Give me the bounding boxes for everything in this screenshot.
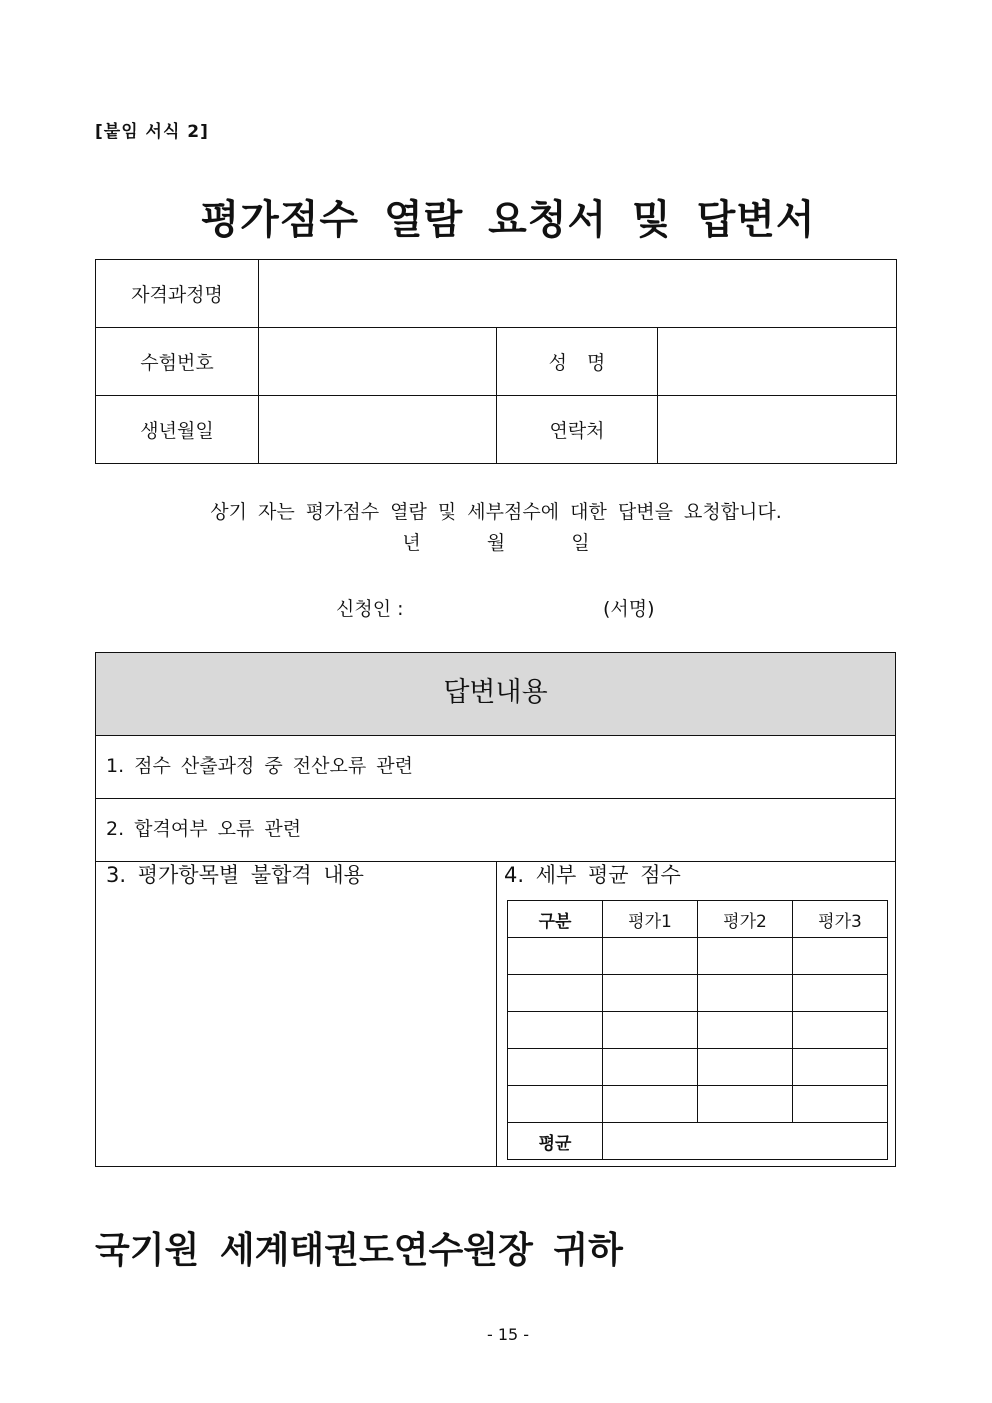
score-table <box>507 900 888 1160</box>
course-name-label: 자격과정명 <box>96 260 259 328</box>
contact-label: 연락처 <box>497 396 658 464</box>
score-cell[interactable] <box>793 1086 888 1123</box>
course-name-field[interactable] <box>259 260 897 328</box>
answer-row-3[interactable] <box>96 862 497 1166</box>
score-cell[interactable] <box>793 938 888 975</box>
name-label: 성 명 <box>497 328 658 396</box>
score-row <box>508 1086 888 1123</box>
answer-section <box>95 652 896 1167</box>
score-cell[interactable] <box>603 975 698 1012</box>
score-cell[interactable] <box>603 1086 698 1123</box>
name-field[interactable] <box>658 328 897 396</box>
contact-field[interactable] <box>658 396 897 464</box>
answer-item-2: 2. 합격여부 오류 관련 <box>106 818 302 840</box>
score-cell[interactable] <box>508 1086 603 1123</box>
applicant-label: 신청인 : <box>336 598 404 620</box>
applicant-info-table <box>95 259 897 464</box>
score-average-row <box>508 1123 888 1160</box>
score-cell[interactable] <box>698 975 793 1012</box>
score-cell[interactable] <box>793 1049 888 1086</box>
score-cell[interactable] <box>698 1049 793 1086</box>
score-cell[interactable] <box>603 938 698 975</box>
month-label: 월 <box>486 532 506 554</box>
score-cell[interactable] <box>603 1049 698 1086</box>
answer-header: 답변내용 <box>96 653 895 736</box>
signature-label: (서명) <box>603 598 655 620</box>
score-cell[interactable] <box>603 1012 698 1049</box>
page-number: - 15 - <box>486 1325 530 1344</box>
score-cell[interactable] <box>793 975 888 1012</box>
answer-row-1[interactable] <box>96 736 895 799</box>
score-header-category: 구분 <box>508 901 603 938</box>
score-row <box>508 1049 888 1086</box>
date-line <box>0 528 992 558</box>
score-row <box>508 1012 888 1049</box>
score-header-row <box>508 901 888 938</box>
addressee: 국기원 세계태권도연수원장 귀하 <box>95 1230 623 1271</box>
day-label: 일 <box>571 532 590 554</box>
answer-item-4: 4. 세부 평균 점수 <box>504 863 681 887</box>
average-label: 평균 <box>508 1123 603 1160</box>
answer-item-1: 1. 점수 산출과정 중 전산오류 관련 <box>106 755 413 777</box>
birth-date-field[interactable] <box>259 396 497 464</box>
score-cell[interactable] <box>698 1012 793 1049</box>
score-cell[interactable] <box>508 938 603 975</box>
score-cell[interactable] <box>698 938 793 975</box>
score-cell[interactable] <box>793 1012 888 1049</box>
form-label: [붙임 서식 2] <box>95 122 209 142</box>
score-header-eval1: 평가1 <box>603 901 698 938</box>
score-row <box>508 975 888 1012</box>
score-cell[interactable] <box>698 1086 793 1123</box>
answer-item-3: 3. 평가항목별 불합격 내용 <box>106 863 364 887</box>
exam-number-field[interactable] <box>259 328 497 396</box>
document-title: 평가점수 열람 요청서 및 답변서 <box>200 197 816 243</box>
score-cell[interactable] <box>508 1049 603 1086</box>
average-value-cell[interactable] <box>603 1123 888 1160</box>
exam-number-label: 수험번호 <box>96 328 259 396</box>
request-statement: 상기 자는 평가점수 열람 및 세부점수에 대한 답변을 요청합니다. <box>210 501 782 523</box>
score-cell[interactable] <box>508 1012 603 1049</box>
score-header-eval3: 평가3 <box>793 901 888 938</box>
score-header-eval2: 평가2 <box>698 901 793 938</box>
answer-row-2[interactable] <box>96 799 895 862</box>
score-cell[interactable] <box>508 975 603 1012</box>
year-label: 년 <box>402 532 421 554</box>
score-row <box>508 938 888 975</box>
birth-date-label: 생년월일 <box>96 396 259 464</box>
